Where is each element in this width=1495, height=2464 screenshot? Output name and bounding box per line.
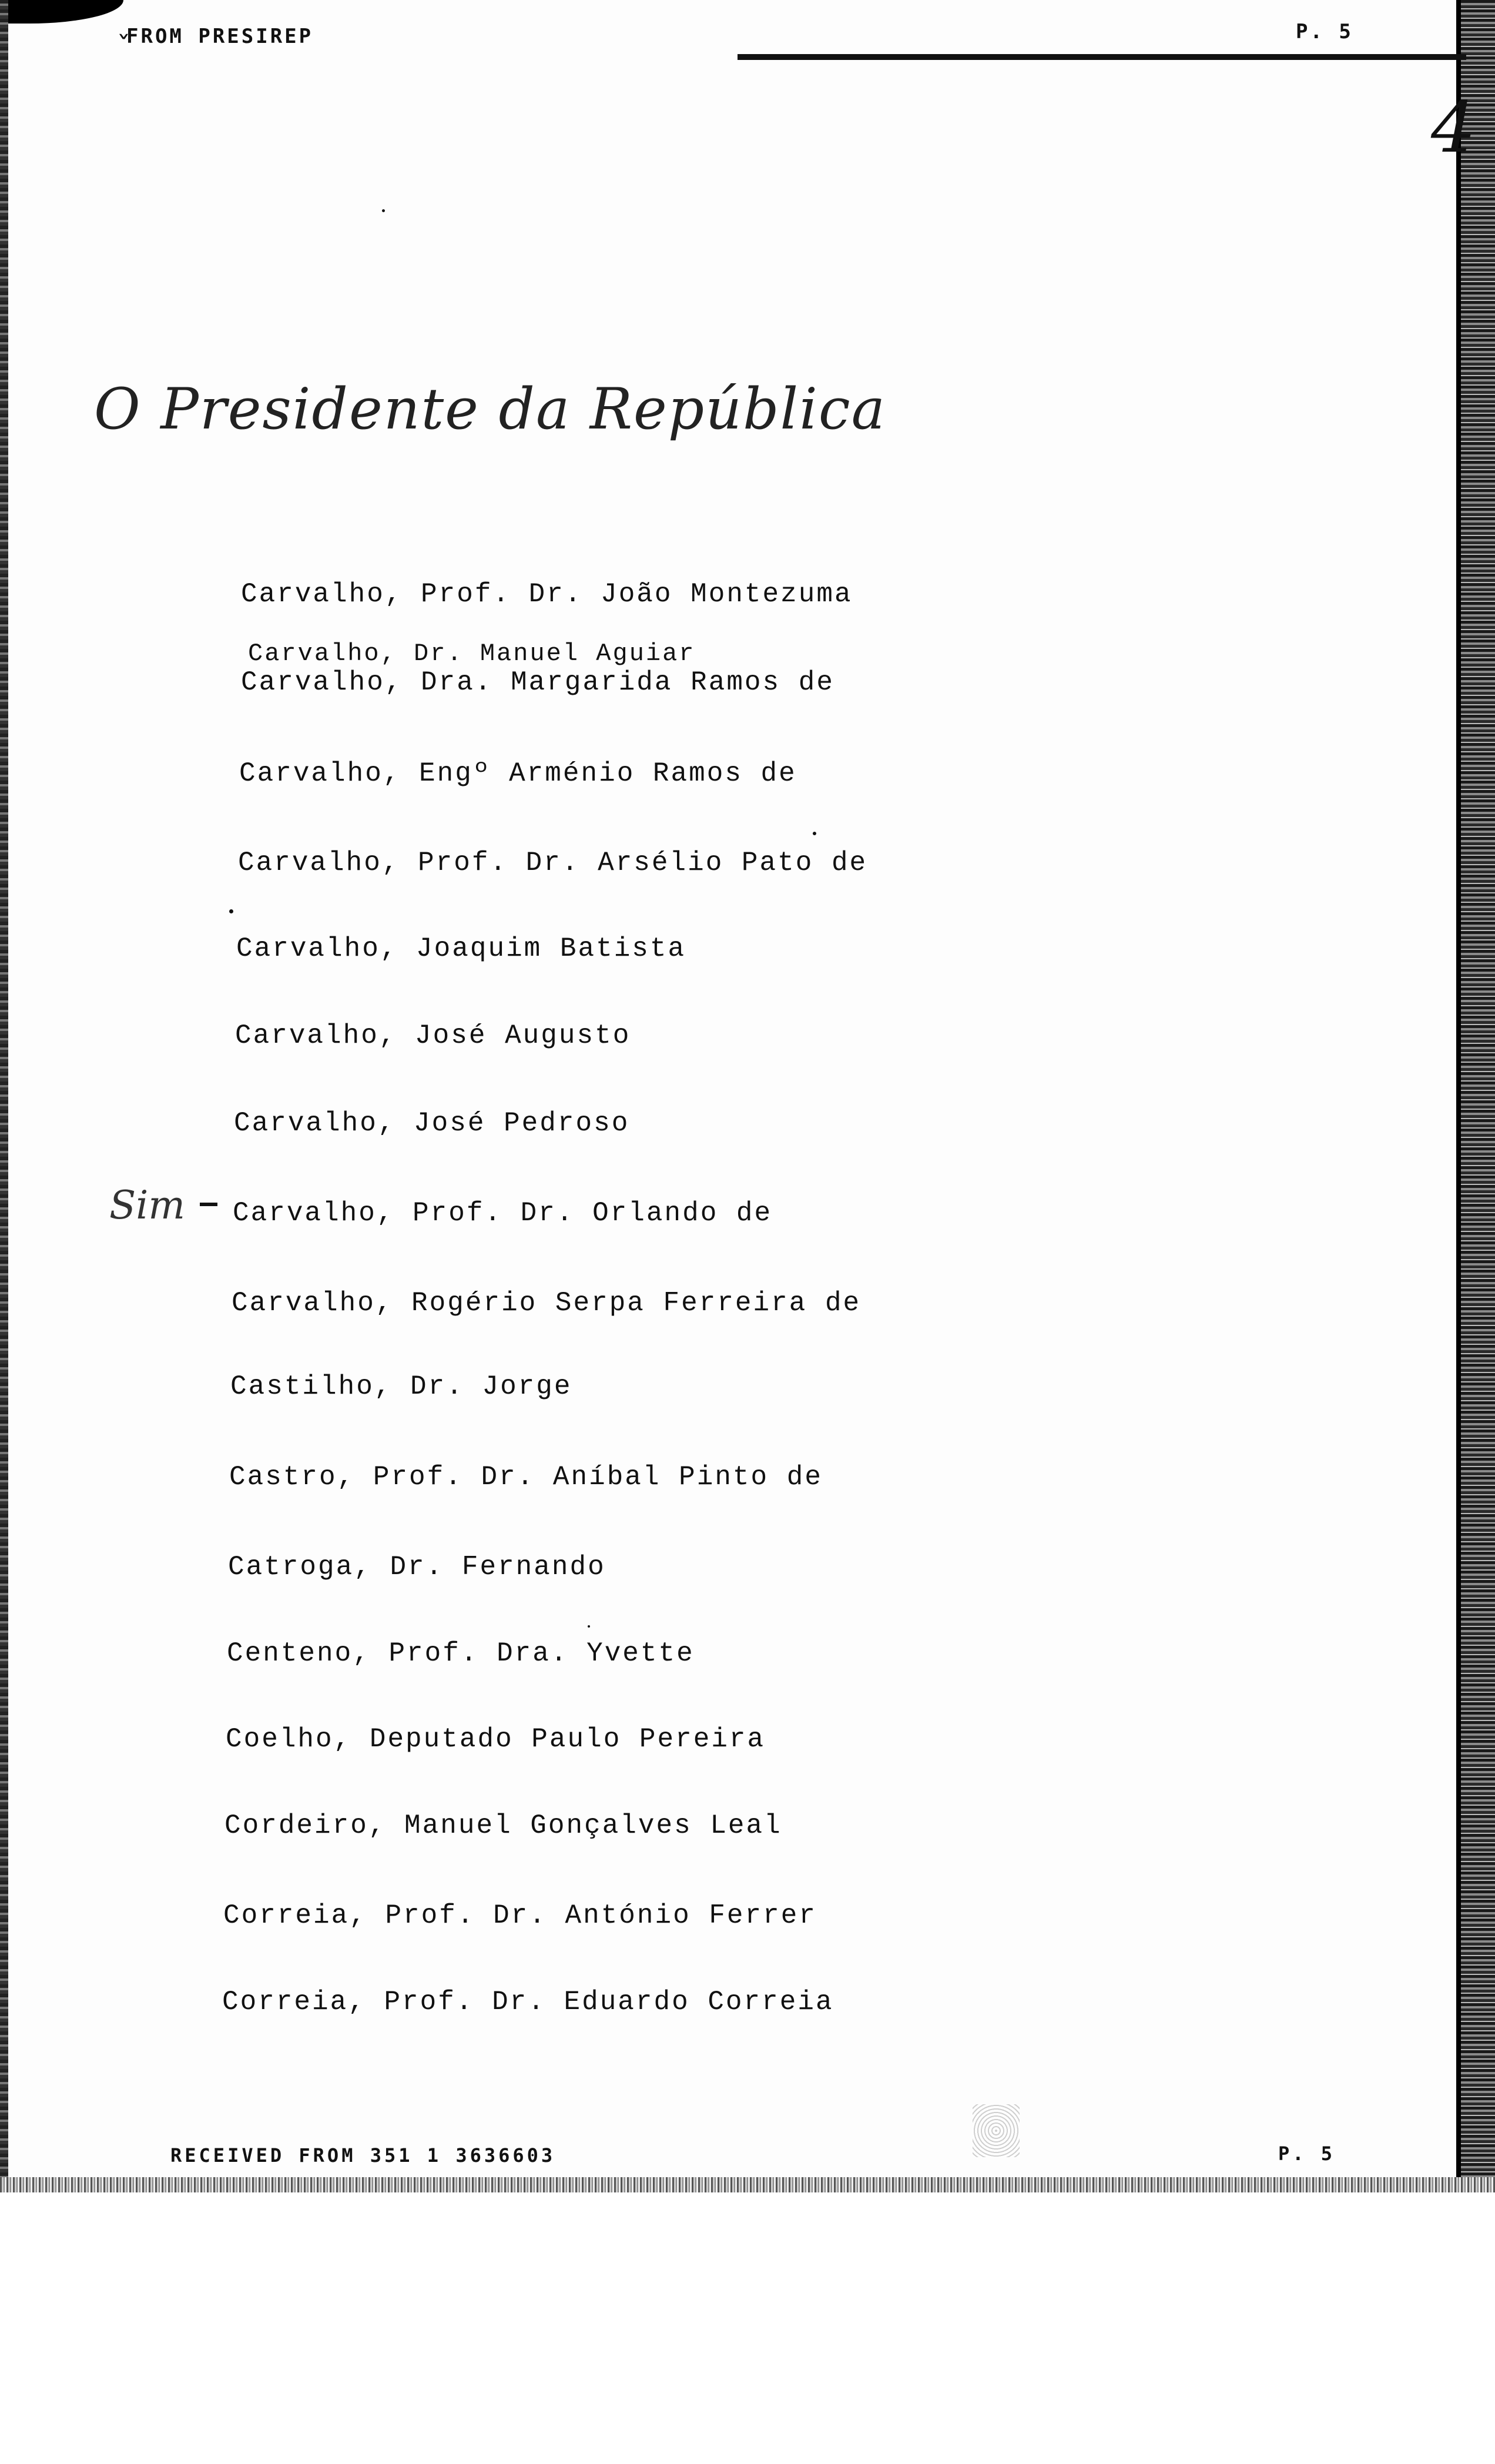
scan-noise — [973, 2104, 1020, 2157]
letterhead-title: O Presidente da República — [94, 376, 886, 442]
scan-speck — [813, 832, 816, 835]
list-item: Correia, Prof. Dr. António Ferrer — [223, 1900, 817, 1931]
fax-received-footer: RECEIVED FROM 351 1 3636603 — [170, 2144, 556, 2167]
handwritten-annotation: Sim — [109, 1183, 185, 1228]
list-item: Carvalho, Joaquim Batista — [236, 933, 686, 964]
scan-speck — [382, 209, 385, 212]
list-item: Carvalho, Prof. Dr. Arsélio Pato de — [238, 848, 868, 878]
list-item: Carvalho, José Augusto — [235, 1020, 631, 1051]
scan-bottom-edge — [0, 2177, 1495, 2192]
list-item: Carvalho, Engº Arménio Ramos de — [239, 758, 797, 789]
list-item: Catroga, Dr. Fernando — [228, 1552, 606, 1582]
list-item: Correia, Prof. Dr. Eduardo Correia — [222, 1987, 834, 2017]
list-item: Castilho, Dr. Jorge — [230, 1371, 572, 1402]
scan-speck — [588, 1625, 590, 1628]
scan-corner-blot — [0, 0, 123, 24]
list-item: Carvalho, José Pedroso — [234, 1108, 630, 1139]
list-item: Centeno, Prof. Dra. Yvette — [227, 1638, 695, 1669]
list-item: Cordeiro, Manuel Gonçalves Leal — [224, 1810, 782, 1841]
tick-mark-icon: ˇ — [115, 31, 132, 63]
list-item: Carvalho, Dr. Manuel Aguiar — [248, 640, 696, 668]
list-item: Carvalho, Prof. Dr. Orlando de — [233, 1198, 773, 1228]
scan-left-edge — [0, 0, 8, 2192]
scan-speck — [229, 909, 233, 913]
scan-right-border — [1456, 0, 1461, 2192]
fax-from-header: FROM PRESIREP — [126, 25, 314, 48]
fax-page-footer: P. 5 — [1278, 2142, 1336, 2165]
list-item: Carvalho, Rogério Serpa Ferreira de — [232, 1288, 862, 1318]
fax-page-header: P. 5 — [1296, 20, 1353, 43]
list-item: Castro, Prof. Dr. Aníbal Pinto de — [229, 1462, 823, 1492]
list-item: Carvalho, Prof. Dr. João Montezuma — [241, 579, 853, 610]
header-rule — [738, 54, 1466, 60]
handwritten-page-number: 4 — [1431, 87, 1476, 169]
scan-right-edge — [1461, 0, 1495, 2192]
annotation-dash — [200, 1203, 217, 1206]
list-item: Coelho, Deputado Paulo Pereira — [226, 1724, 766, 1755]
list-item: Carvalho, Dra. Margarida Ramos de — [241, 667, 834, 698]
